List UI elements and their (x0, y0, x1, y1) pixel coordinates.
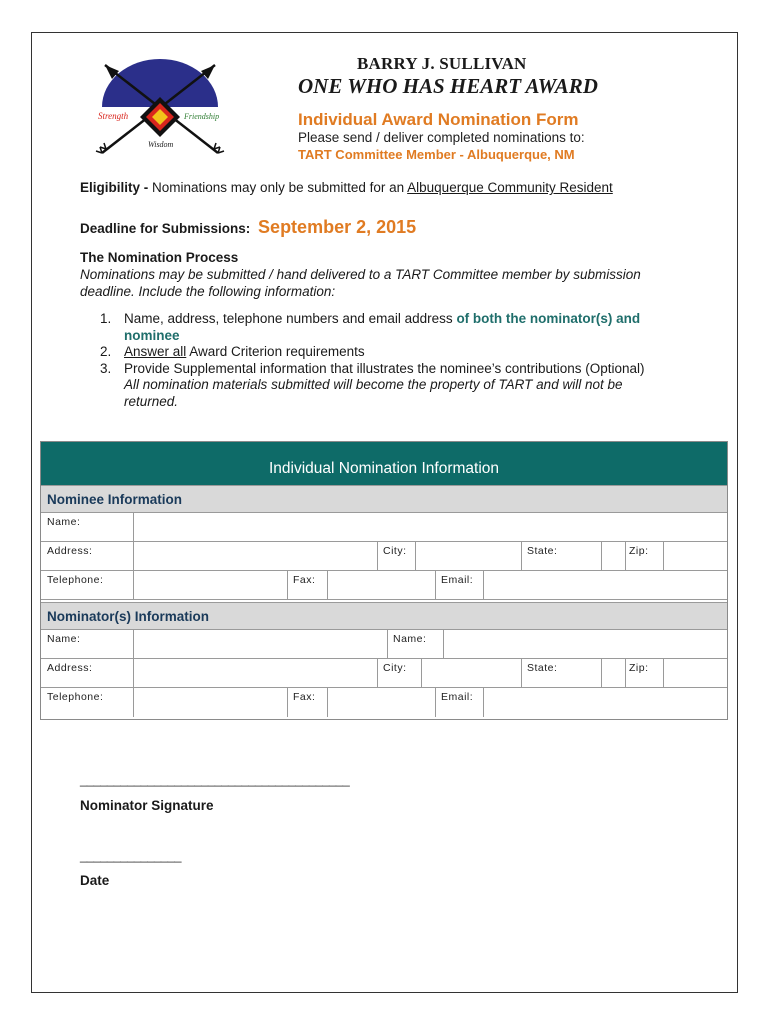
list-number: 2. (100, 344, 112, 359)
nominee-zip-field[interactable] (665, 544, 729, 570)
list-item (100, 361, 670, 411)
nominee-address-row (41, 542, 727, 571)
nominator-telephone-row (41, 688, 727, 717)
nominee-zip-label: Zip: (629, 545, 649, 557)
list-underlined: Answer all (124, 344, 187, 359)
nominator-city-field[interactable] (423, 661, 523, 687)
nominator-telephone-field[interactable] (135, 690, 289, 716)
nominator-fax-field[interactable] (329, 690, 437, 716)
eligibility-label: Eligibility - (80, 180, 149, 195)
award-logo (80, 45, 245, 163)
nominator-email-label: Email: (441, 691, 474, 703)
deadline-label: Deadline for Submissions: (80, 221, 251, 236)
list-italic-note: All nomination materials submitted will become the property of TART and will not be returned. (124, 377, 623, 409)
deadline-date: September 2, 2015 (258, 217, 417, 237)
nominator-address-label: Address: (47, 662, 93, 674)
eligibility-resident: Albuquerque Community Resident (407, 180, 613, 195)
nominator-fax-label: Fax: (293, 691, 316, 703)
nominator-email-field[interactable] (485, 690, 729, 716)
list-item (100, 311, 670, 344)
nominator-name-row (41, 630, 727, 659)
nominator-telephone-label: Telephone: (47, 691, 104, 703)
process-title: The Nomination Process (80, 250, 239, 265)
logo-text-friendship: Friendship (184, 112, 220, 121)
nominee-address-field[interactable] (135, 544, 379, 570)
nominee-city-field[interactable] (417, 544, 523, 570)
list-text: Award Criterion requirements (186, 344, 365, 359)
nominee-section-header: Nominee Information (41, 485, 727, 513)
send-instructions: Please send / deliver completed nominations to: (298, 130, 585, 145)
nominator-name2-field[interactable] (445, 632, 729, 658)
nominee-state-label: State: (527, 545, 558, 557)
nominee-telephone-label: Telephone: (47, 574, 104, 586)
nominee-email-label: Email: (441, 574, 474, 586)
table-title: Individual Nomination Information (41, 442, 727, 485)
recipient: TART Committee Member - Albuquerque, NM (298, 147, 575, 162)
nominator-name-field[interactable] (135, 632, 389, 658)
form-title: Individual Award Nomination Form (298, 110, 579, 129)
process-text: Nominations may be submitted / hand delivered to a TART Committee member by submission deadline. Include the following information: (80, 267, 641, 299)
nominator-section-header: Nominator(s) Information (41, 602, 727, 630)
list-text: Name, address, telephone numbers and email address (124, 311, 457, 326)
header-award: ONE WHO HAS HEART AWARD (298, 74, 598, 98)
header-name: BARRY J. SULLIVAN (357, 54, 527, 73)
nominee-telephone-row (41, 571, 727, 600)
nominee-email-field[interactable] (485, 573, 729, 599)
list-number: 1. (100, 311, 112, 326)
nominator-name-label: Name: (47, 633, 81, 645)
nominee-name-label: Name: (47, 516, 81, 528)
nominee-telephone-field[interactable] (135, 573, 289, 599)
nominee-name-row (41, 513, 727, 542)
nominator-state-label: State: (527, 662, 558, 674)
list-item (100, 344, 670, 361)
nominator-address-row (41, 659, 727, 688)
date-line[interactable]: _______________ (80, 848, 181, 863)
date-label: Date (80, 873, 110, 888)
nominee-name-field[interactable] (135, 515, 729, 541)
logo-text-strength: Strength (98, 111, 129, 121)
nominator-address-field[interactable] (135, 661, 379, 687)
eligibility (80, 180, 613, 195)
list-text: Provide Supplemental information that illustrates the nominee’s contributions (Optional) (124, 360, 645, 376)
nominee-city-label: City: (383, 545, 407, 557)
nominee-fax-field[interactable] (329, 573, 437, 599)
nominee-fax-label: Fax: (293, 574, 316, 586)
nominator-zip-label: Zip: (629, 662, 649, 674)
deadline (80, 217, 416, 238)
nominee-address-label: Address: (47, 545, 93, 557)
nomination-table (40, 441, 728, 720)
signature-label: Nominator Signature (80, 798, 214, 813)
nominator-zip-field[interactable] (665, 661, 729, 687)
nominator-city-label: City: (383, 662, 407, 674)
signature-line[interactable]: ________________________________________ (80, 772, 350, 787)
eligibility-text: Nominations may only be submitted for an (148, 180, 408, 195)
logo-text-wisdom: Wisdom (148, 140, 174, 149)
list-number: 3. (100, 360, 112, 376)
nominee-state-field[interactable] (603, 544, 627, 570)
list-highlight: of both the nominator(s) and nominee (124, 311, 641, 343)
process-list (100, 311, 670, 410)
nominator-state-field[interactable] (603, 661, 627, 687)
nominator-name2-label: Name: (393, 633, 427, 645)
